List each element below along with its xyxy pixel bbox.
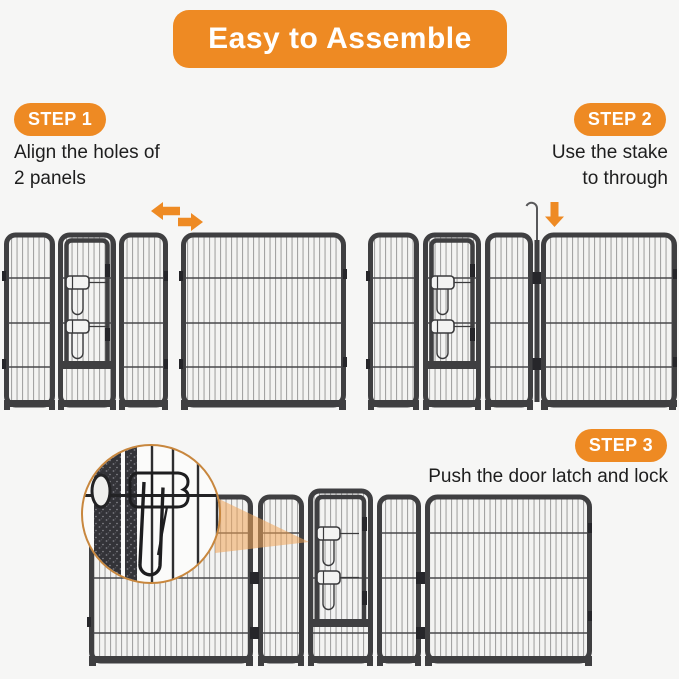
step1-fence-illustration — [2, 202, 347, 410]
step1-badge: STEP 1 — [14, 103, 106, 136]
fence-panel — [366, 235, 419, 410]
banner-title: Easy to Assemble — [208, 22, 472, 55]
step1-caption-line1: Align the holes of — [14, 142, 160, 163]
fence-panel — [541, 235, 677, 410]
fence-panel — [485, 235, 533, 410]
fence-panel — [2, 235, 55, 410]
assemble-banner — [173, 10, 507, 68]
door-panel — [308, 491, 373, 666]
fence-panel — [119, 235, 168, 410]
step1-caption-line2: 2 panels — [14, 167, 86, 189]
fence-panel — [425, 497, 592, 666]
step1-header — [14, 103, 106, 136]
step2-fence-illustration — [366, 202, 677, 410]
step2-caption-line1: Use the stake — [551, 142, 668, 163]
door-panel — [423, 235, 481, 410]
magnifier-circle — [82, 444, 220, 585]
step3-header — [575, 429, 667, 462]
step2-caption — [438, 140, 668, 191]
step3-caption — [348, 464, 668, 490]
door-panel — [58, 235, 116, 410]
fence-panel — [377, 497, 421, 666]
step2-header — [574, 103, 666, 136]
step3-caption-line1: Push the door latch and lock — [428, 466, 668, 487]
down-arrow-icon — [545, 202, 564, 227]
right-arrow-icon — [178, 213, 203, 231]
step1-caption — [14, 140, 244, 191]
step2-badge: STEP 2 — [574, 103, 666, 136]
step3-badge: STEP 3 — [575, 429, 667, 462]
step2-caption-line2: to through — [582, 167, 668, 189]
left-arrow-icon — [151, 202, 180, 220]
fence-panel — [179, 235, 347, 410]
